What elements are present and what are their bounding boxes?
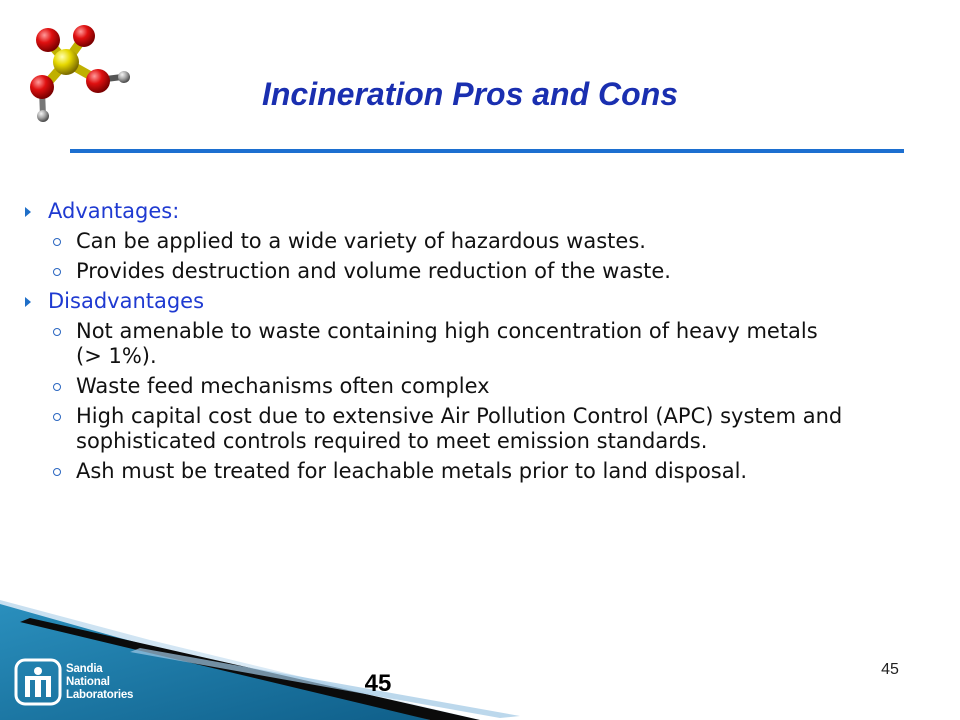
title-underline — [70, 149, 904, 153]
list-item: Waste feed mechanisms often complex — [20, 374, 890, 399]
footer-page-number: 45 — [364, 670, 392, 697]
circle-bullet-icon — [53, 328, 61, 336]
circle-bullet-icon — [53, 383, 61, 391]
circle-bullet-icon — [53, 468, 61, 476]
list-item: Ash must be treated for leachable metals prior to land disposal. — [20, 459, 890, 484]
circle-bullet-icon — [53, 238, 61, 246]
footer-band — [0, 600, 960, 720]
triangle-bullet-icon — [25, 297, 31, 307]
circle-bullet-icon — [53, 268, 61, 276]
list-item: Can be applied to a wide variety of hazardous wastes. — [20, 229, 890, 254]
list-item: High capital cost due to extensive Air Pollution Control (APC) system and sophisticated controls required to meet emission standards. — [20, 404, 890, 454]
section-heading-advantages: Advantages: — [20, 199, 890, 224]
sandia-wordmark: Sandia National Laboratories — [66, 663, 134, 701]
circle-bullet-icon — [53, 413, 61, 421]
section-heading-disadvantages: Disadvantages — [20, 289, 890, 314]
corner-page-number: 45 — [881, 661, 899, 678]
molecule-logo-icon — [18, 20, 138, 125]
bullet-list — [20, 199, 890, 489]
slide-title: Incineration Pros and Cons — [261, 76, 679, 112]
triangle-bullet-icon — [25, 207, 31, 217]
list-item: Not amenable to waste containing high concentration of heavy metals (> 1%). — [20, 319, 890, 369]
list-item: Provides destruction and volume reduction of the waste. — [20, 259, 890, 284]
